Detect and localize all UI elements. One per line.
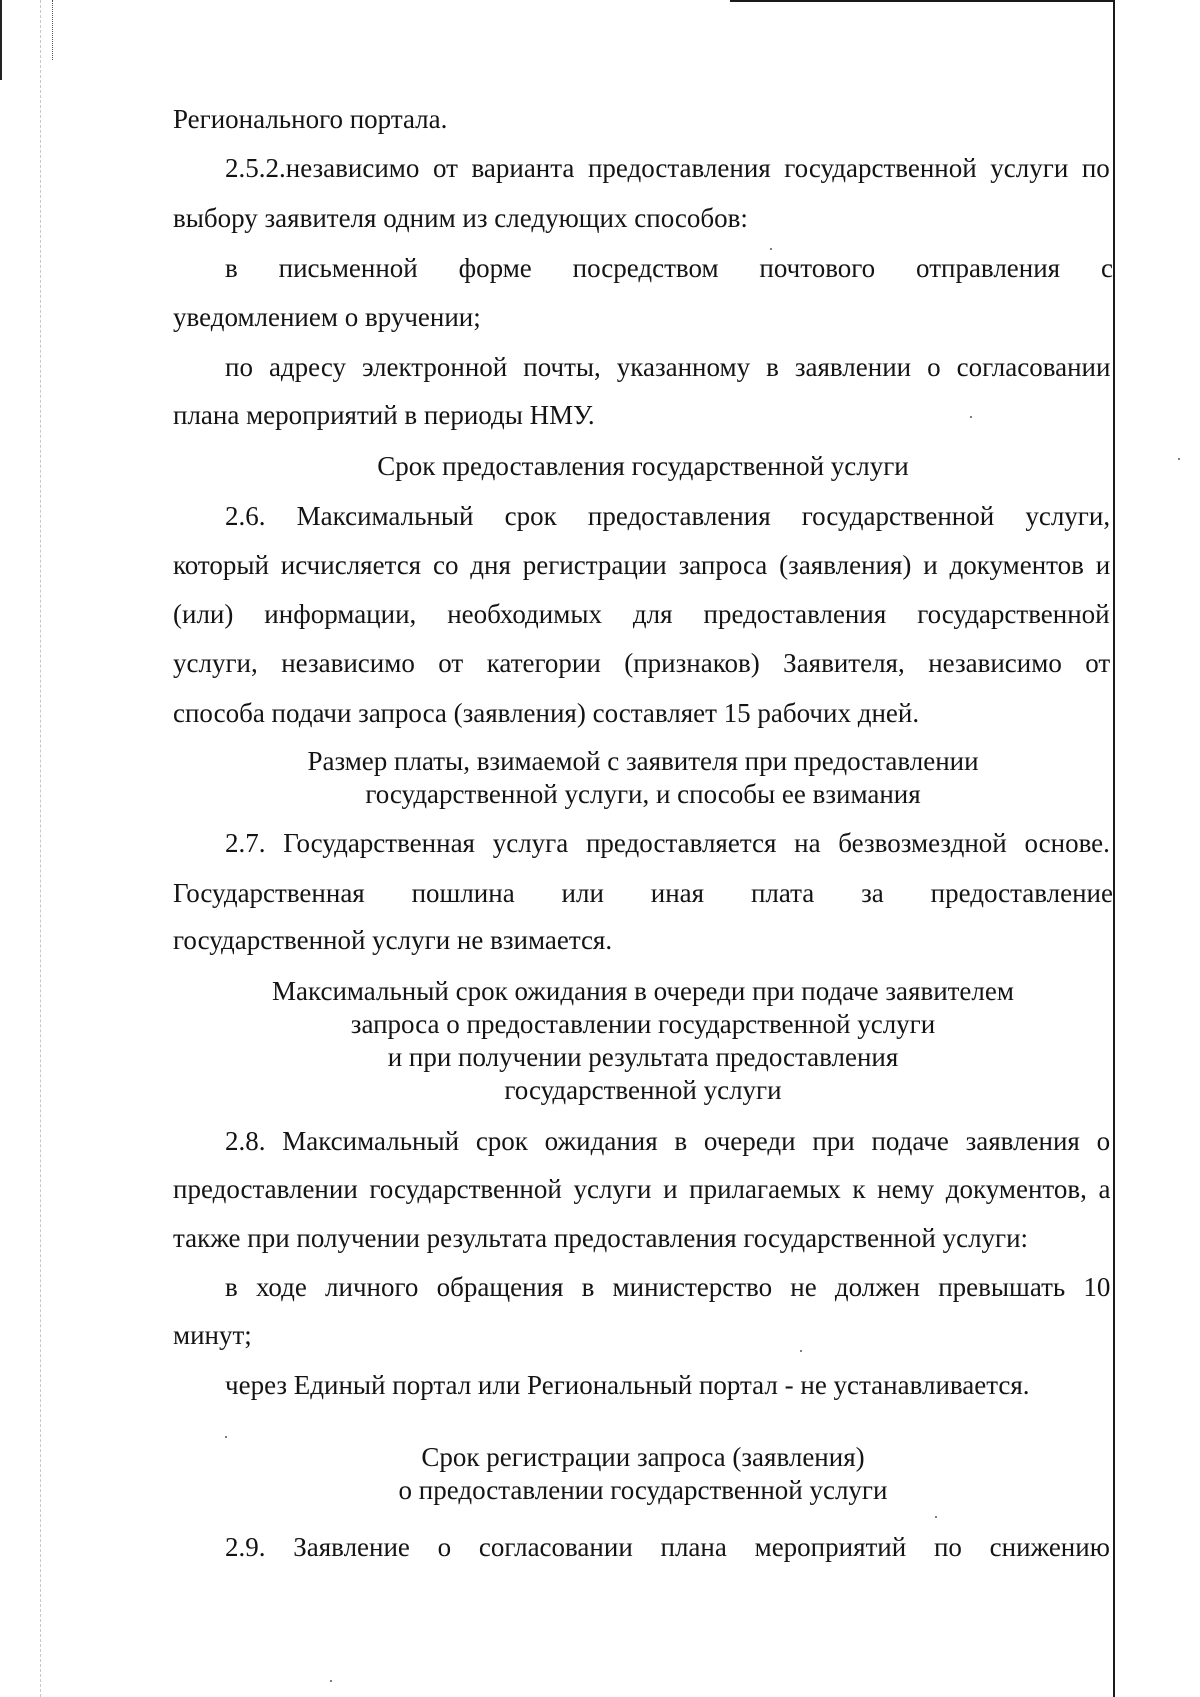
heading-queue-line-2: запроса о предоставлении государственной услуги [350, 1009, 936, 1039]
scan-speck [330, 1680, 332, 1682]
item-2-6-line-3: (или) информации, необходимых для предоставления государственной [173, 599, 1110, 629]
heading-queue-line-1: Максимальный срок ожидания в очереди при подаче заявителем [272, 976, 1014, 1006]
item-2-6-line-1: 2.6. Максимальный срок предоставления государственной услуги, [225, 501, 1111, 531]
personal-visit-line-1: в ходе личного обращения в министерство не должен превышать 10 [225, 1272, 1111, 1302]
heading-fee-line-1: Размер платы, взимаемой с заявителя при предоставлении [307, 746, 979, 776]
word: предоставление [930, 878, 1113, 908]
item-2-5-2-line-1: 2.5.2.независимо от варианта предоставления государственной услуги по [225, 153, 1110, 183]
heading-queue-line-3: и при получении результата предоставления [387, 1042, 899, 1072]
heading-fee-line-2: государственной услуги, и способы ее взимания [365, 779, 921, 809]
word: иная [650, 878, 705, 908]
scan-speck [1178, 458, 1180, 460]
heading-term: Срок предоставления государственной услуги [377, 451, 909, 481]
email-option-line-2: плана мероприятий в периоды НМУ. [173, 400, 595, 430]
scan-speck [770, 248, 772, 250]
item-2-6-line-5: способа подачи запроса (заявления) составляет 15 рабочих дней. [173, 698, 920, 728]
item-2-5-2-line-2: выбору заявителя одним из следующих способов: [173, 203, 748, 233]
word: Государственная [173, 878, 365, 908]
item-2-6-line-4: услуги, независимо от категории (признаков) Заявителя, независимо от [173, 648, 1111, 678]
item-2-8-line-3: также при получении результата предоставления государственной услуги: [173, 1223, 1029, 1253]
word: за [861, 878, 884, 908]
email-option-line-1: по адресу электронной почты, указанному в заявлении о согласовании [225, 352, 1111, 382]
paragraph-continuation: Регионального портала. [173, 104, 448, 134]
scan-artifact-left-edge-top [52, 0, 53, 60]
word: или [561, 878, 604, 908]
scan-artifact-left-bar [0, 0, 2, 80]
item-2-8-line-2: предоставлении государственной услуги и прилагаемых к нему документов, а [173, 1174, 1111, 1204]
page-top-rule [730, 0, 1114, 2]
heading-registration-line-1: Срок регистрации запроса (заявления) [421, 1442, 865, 1472]
word: пошлина [411, 878, 515, 908]
word: отправления [916, 253, 1061, 283]
heading-registration-line-2: о предоставлении государственной услуги [398, 1475, 888, 1505]
word: плата [750, 878, 815, 908]
page-right-border [1113, 0, 1115, 1697]
word: форме [458, 253, 532, 283]
mail-option-line-1 [225, 252, 1113, 284]
item-2-7-line-1: 2.7. Государственная услуга предоставляется на безвозмездной основе. [225, 828, 1110, 858]
portal-option: через Единый портал или Региональный портал - не устанавливается. [225, 1370, 1030, 1400]
word: посредством [572, 253, 719, 283]
scan-speck [800, 1350, 802, 1352]
personal-visit-line-2: минут; [173, 1320, 252, 1350]
word: в [225, 253, 238, 283]
item-2-7-line-2 [173, 877, 1113, 909]
word: с [1100, 253, 1113, 283]
item-2-9-line-1: 2.9. Заявление о согласовании плана мероприятий по снижению [225, 1532, 1110, 1562]
scan-artifact-left-edge [40, 0, 41, 1697]
scan-speck [970, 416, 972, 418]
word: почтового [759, 253, 876, 283]
item-2-6-line-2: который исчисляется со дня регистрации запроса (заявления) и документов и [173, 550, 1111, 580]
scan-speck [225, 1436, 227, 1438]
item-2-8-line-1: 2.8. Максимальный срок ожидания в очереди при подаче заявления о [225, 1126, 1111, 1156]
mail-option-line-2: уведомлением о вручении; [173, 302, 481, 332]
item-2-7-line-3: государственной услуги не взимается. [173, 925, 613, 955]
scan-speck [935, 1516, 937, 1518]
heading-queue-line-4: государственной услуги [504, 1075, 782, 1105]
word: письменной [278, 253, 418, 283]
